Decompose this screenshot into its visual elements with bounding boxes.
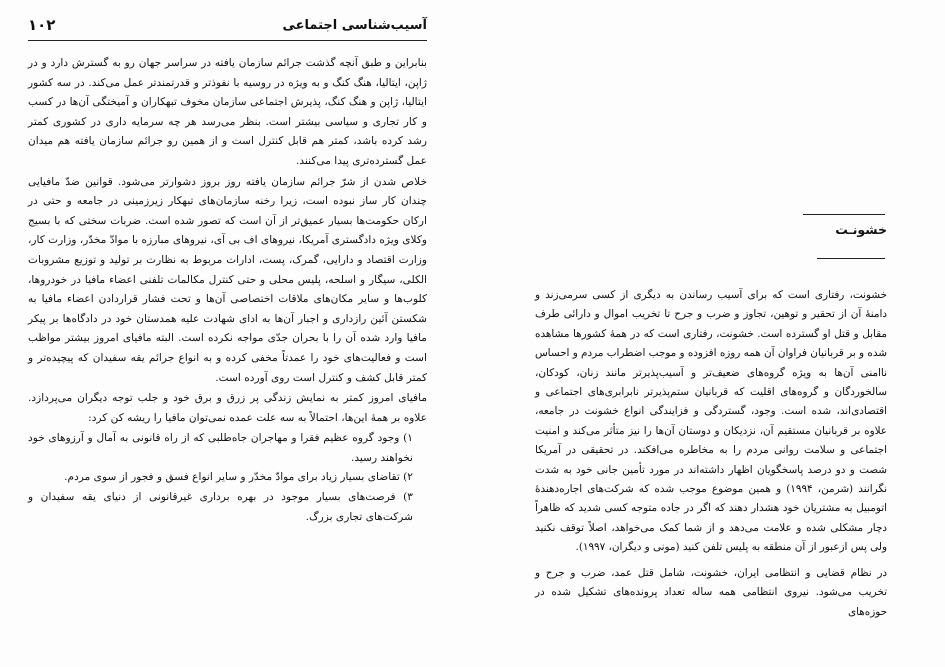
list-item: ۲) تقاضای بسیار زیاد برای موادّ مخدّر و سایر انواع فسق و فجور از سوی مردم. xyxy=(64,471,413,484)
section-title: خشونـت xyxy=(835,222,887,237)
left-body-text xyxy=(28,54,427,527)
right-page xyxy=(463,0,945,667)
reasons-list xyxy=(28,429,427,527)
section-rule-top xyxy=(803,214,885,215)
list-item: ۳) فرصت‌های بسیار موجود در بهره برداری غیرقانونی از دنیای یقه سفیدان و شرکت‌های تجاری بزرگ. xyxy=(28,491,413,523)
list-item: ۱) وجود گروه عظیم فقرا و مهاجران جاه‌طلبی که از راه قانونی به آمال و آرزوهای خود نخواهند رسید. xyxy=(28,432,413,464)
page-number: ۱۰۲ xyxy=(28,16,56,34)
left-page xyxy=(0,0,463,667)
paragraph: بنابراین و طبق آنچه گذشت جرائم سازمان یافته در سراسر جهان رو به گسترش دارد و در ژاپن، ایتالیا، هنگ کنگ و به ویژه در روسیه با نفوذتر و قدرتمندتر عمل می‌کند. در سه کشور ایتالیا، ژاپن و هنگ کنگ، پذیرش اجتماعی سازمان مخوف تبهکاران و آمیختگی آن‌ها در کسب و کار تجاری و سیاسی بیشتر است. بنظر می‌رسد هر چه سرمایه داری در کشوری کمتر رشد کرده باشد، کمتر هم قابل کنترل است و از همین رو جرائم سازمان یافته هم میدان عمل گسترده‌تری پیدا می‌کنند. xyxy=(28,57,427,167)
right-body-text xyxy=(535,286,887,628)
paragraph: در نظام قضایی و انتظامی ایران، خشونت، شامل قتل عمد، ضرب و جرح و تخریب می‌شود. نیروی انتظامی همه ساله تعداد پرونده‌های تشکیل شده در حوزه‌های xyxy=(535,566,887,618)
running-head-title: آسیب‌شناسی اجتماعی xyxy=(282,17,427,33)
running-head xyxy=(28,10,427,41)
paragraph: مافیای امروز کمتر به نمایش زندگی پر زرق و برق خود و جلب توجه دیگران می‌پردازد. علاوه بر همهٔ این‌ها، احتمالاً به سه علت عمده نمی‌توان مافیا را ریشه کن کرد: xyxy=(28,392,427,424)
paragraph: خلاص شدن از شرّ جرائم سازمان یافته روز بروز دشوارتر می‌شود. قوانین ضدّ مافیایی چندان کار ساز نبوده است، زیرا رخنه سازمان‌های تبهکار زیرزمینی در جامعه و حتی در ارکان حکومت‌ها بسیار عمیق‌تر از آن است که تصور شده است. ضربات سختی که با بسیج وکلای ویژه دادگستری آمریکا، نیروهای اف بی آی، نیروهای مبارزه با موادّ مخدّر، وزارت کار، وزارت اقتصاد و دارایی، گمرک، پست، ادارات مربوط به نظارت بر تولید و توزیع مشروبات الکلی، سیگار و اسلحه، پلیس محلی و حتی کنترل مکالمات تلفنی اعضاء مافیا در خودروها، کلوب‌ها و سایر مکان‌های ملاقات اختصاصی آن‌ها و تحت فشار قراردادن اعضاء مافیا به شکستن آئین رازداری و اجبار آن‌ها به ادای شهادت علیه همدستان خود در دادگاه‌ها بر پیکر مافیا وارد شده آن را با بحران جدّی مواجه نکرده است. البته مافیای امروز بیشتر مواظب است و فعالیت‌های خود را عمدتاً مخفی کرده و به انواع جرائم یقه سفیدان که پیچیده‌تر و کمتر قابل کشف و کنترل است روی آورده است. xyxy=(28,175,427,384)
section-rule-bottom xyxy=(817,258,885,259)
paragraph: خشونت، رفتاری است که برای آسیب رساندن به دیگری از کسی سرمی‌زند و دامنهٔ آن از تحقیر و توهین، تجاوز و ضرب و جرح تا تخریب اموال و دارائی طرف مقابل و قتل او گسترده است. خشونت، رفتاری است که در همهٔ کشورها مشاهده شده و بر قربانیان فراوان آن همه روزه افزوده و موجب اضطراب مردم و احساس ناامنی آن‌ها به ویژه گروه‌های ضعیف‌تر و آسیب‌پذیرتر مانند زنان، کودکان، سالخوردگان و گروه‌های اقلیت که قربانیان ستم‌پذیرتر نابرابری‌های اجتماعی و اقتصادی‌اند، شده است. وجود، گستردگی و فزایندگی انواع خشونت در جامعه، علاوه بر قربانیان مستقیم آن، نزدیکان و دوستان آن‌ها را نیز متأثر می‌کند و امنیت اجتماعی و سلامت روانی مردم را به مخاطره می‌افکند. در تحقیقی در آمریکا شصت و دو درصد پاسخگویان اظهار داشته‌اند در مورد تأمین جانی خود به شدت نگرانند (شرمن، ۱۹۹۴) و همین موضوع موجب شده که شرکت‌های اجاره‌دهندهٔ اتومبیل به مشتریان خود هشدار دهند که اگر در جاده متوجه کسی شدید که ظاهراً دچار مشکلی شده و علامت می‌دهد و از شما کمک می‌خواهد، اصلاً توقف نکنید ولی پس ازعبور از آن منطقه به پلیس تلفن کنید (مونی و دیگران، ۱۹۹۷). xyxy=(535,289,887,554)
